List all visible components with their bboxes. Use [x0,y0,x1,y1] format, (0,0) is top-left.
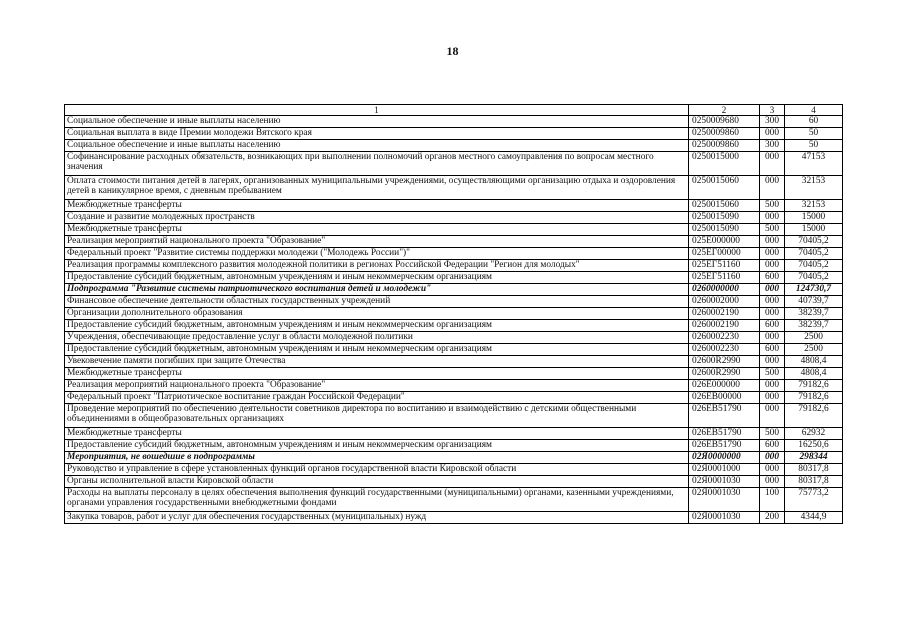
header-cell-code: 2 [689,105,760,116]
row-type-cell: 500 [760,200,785,212]
row-name-cell: Социальное обеспечение и иные выплаты населению [65,116,689,128]
row-sum-cell: 40739,7 [785,296,843,308]
table-row [65,356,843,368]
table-row [65,452,843,464]
table-row [65,428,843,440]
row-code-cell: 0260002190 [689,308,760,320]
row-sum-cell: 70405,2 [785,260,843,272]
row-sum-cell: 70405,2 [785,248,843,260]
row-code-cell: 02Я0001030 [689,488,760,512]
table-row [65,236,843,248]
table-row [65,272,843,284]
row-code-cell: 0250015000 [689,152,760,176]
row-type-cell: 000 [760,404,785,428]
row-code-cell: 02Я0001030 [689,476,760,488]
row-name-cell: Межбюджетные трансферты [65,428,689,440]
row-type-cell: 000 [760,248,785,260]
row-name-cell: Социальная выплата в виде Премии молодежи Вятского края [65,128,689,140]
row-type-cell: 600 [760,272,785,284]
row-sum-cell: 80317,8 [785,476,843,488]
row-type-cell: 000 [760,356,785,368]
row-type-cell: 500 [760,368,785,380]
table-row [65,512,843,524]
row-type-cell: 000 [760,152,785,176]
row-code-cell: 025ЕГ51160 [689,272,760,284]
row-name-cell: Расходы на выплаты персоналу в целях обеспечения выполнения функций государственными (муниципальными) органами, казенными учреждениями, органами управления государственными внебюджетными фондами [65,488,689,512]
row-name-cell: Организации дополнительного образования [65,308,689,320]
row-sum-cell: 50 [785,128,843,140]
row-sum-cell: 298344 [785,452,843,464]
row-sum-cell: 79182,6 [785,380,843,392]
row-name-cell: Реализация мероприятий национального проекта "Образование" [65,236,689,248]
table-row [65,284,843,296]
row-type-cell: 000 [760,332,785,344]
row-sum-cell: 2500 [785,344,843,356]
row-sum-cell: 38239,7 [785,320,843,332]
row-name-cell: Федеральный проект "Развитие системы поддержки молодежи ("Молодежь России")" [65,248,689,260]
row-name-cell: Органы исполнительной власти Кировской области [65,476,689,488]
row-sum-cell: 70405,2 [785,236,843,248]
row-code-cell: 0250009860 [689,140,760,152]
row-sum-cell: 47153 [785,152,843,176]
row-sum-cell: 4808,4 [785,356,843,368]
row-sum-cell: 15000 [785,224,843,236]
row-sum-cell: 70405,2 [785,272,843,284]
table-row [65,488,843,512]
row-code-cell: 026EB51790 [689,440,760,452]
row-type-cell: 300 [760,116,785,128]
table-row [65,380,843,392]
row-type-cell: 500 [760,224,785,236]
row-code-cell: 0260000000 [689,284,760,296]
table-row [65,248,843,260]
row-code-cell: 02600R2990 [689,356,760,368]
row-sum-cell: 32153 [785,200,843,212]
page-number: 18 [446,44,459,58]
row-type-cell: 500 [760,428,785,440]
table-row [65,116,843,128]
table-row [65,332,843,344]
row-name-cell: Предоставление субсидий бюджетным, автономным учреждениям и иным некоммерческим организациям [65,320,689,332]
row-type-cell: 000 [760,236,785,248]
row-sum-cell: 4344,9 [785,512,843,524]
row-code-cell: 026EB51790 [689,404,760,428]
row-sum-cell: 60 [785,116,843,128]
table-row [65,344,843,356]
table-row [65,404,843,428]
table-row [65,224,843,236]
row-code-cell: 0250015060 [689,200,760,212]
header-cell-type: 3 [760,105,785,116]
row-type-cell: 000 [760,296,785,308]
row-code-cell: 0260002000 [689,296,760,308]
row-code-cell: 0260002230 [689,344,760,356]
table-header-row [65,105,843,116]
row-sum-cell: 79182,6 [785,392,843,404]
table-row [65,200,843,212]
row-name-cell: Проведение мероприятий по обеспечению деятельности советников директора по воспитанию и взаимодействию с детскими общественными объединениями в общеобразовательных организациях [65,404,689,428]
row-sum-cell: 4808,4 [785,368,843,380]
row-sum-cell: 38239,7 [785,308,843,320]
row-sum-cell: 124730,7 [785,284,843,296]
row-name-cell: Финансовое обеспечение деятельности областных государственных учреждений [65,296,689,308]
row-sum-cell: 62932 [785,428,843,440]
row-type-cell: 000 [760,212,785,224]
row-name-cell: Межбюджетные трансферты [65,224,689,236]
row-type-cell: 000 [760,128,785,140]
table-row [65,296,843,308]
header-cell-name: 1 [65,105,689,116]
row-code-cell: 0250009860 [689,128,760,140]
row-code-cell: 0250009680 [689,116,760,128]
row-code-cell: 026EB51790 [689,428,760,440]
row-type-cell: 600 [760,320,785,332]
row-code-cell: 02600R2990 [689,368,760,380]
row-type-cell: 000 [760,452,785,464]
row-code-cell: 025ЕГ00000 [689,248,760,260]
row-type-cell: 000 [760,464,785,476]
row-name-cell: Федеральный проект "Патриотическое воспитание граждан Российской Федерации" [65,392,689,404]
row-code-cell: 02Я0001030 [689,512,760,524]
row-name-cell: Предоставление субсидий бюджетным, автономным учреждениям и иным некоммерческим организациям [65,440,689,452]
row-name-cell: Реализация мероприятий национального проекта "Образование" [65,380,689,392]
row-type-cell: 000 [760,392,785,404]
row-type-cell: 000 [760,284,785,296]
table-row [65,260,843,272]
table-row [65,152,843,176]
row-name-cell: Учреждения, обеспечивающие предоставление услуг в области молодежной политики [65,332,689,344]
row-name-cell: Мероприятия, не вошедшие в подпрограммы [65,452,689,464]
table-row [65,440,843,452]
row-sum-cell: 80317,8 [785,464,843,476]
row-code-cell: 025ЕГ51160 [689,260,760,272]
row-name-cell: Межбюджетные трансферты [65,200,689,212]
row-name-cell: Увековечение памяти погибших при защите Отечества [65,356,689,368]
row-type-cell: 000 [760,380,785,392]
row-code-cell: 026E000000 [689,380,760,392]
table-row [65,128,843,140]
row-type-cell: 300 [760,140,785,152]
row-sum-cell: 16250,6 [785,440,843,452]
row-name-cell: Руководство и управление в сфере установленных функций органов государственной власти Кировской области [65,464,689,476]
row-type-cell: 100 [760,488,785,512]
row-sum-cell: 50 [785,140,843,152]
row-type-cell: 600 [760,344,785,356]
row-code-cell: 026EB00000 [689,392,760,404]
row-type-cell: 000 [760,176,785,200]
table-row [65,476,843,488]
row-code-cell: 0260002230 [689,332,760,344]
row-code-cell: 025E000000 [689,236,760,248]
budget-table [64,104,843,524]
row-code-cell: 0250015090 [689,224,760,236]
row-type-cell: 000 [760,476,785,488]
row-sum-cell: 79182,6 [785,404,843,428]
row-sum-cell: 2500 [785,332,843,344]
row-name-cell: Предоставление субсидий бюджетным, автономным учреждениям и иным некоммерческим организациям [65,344,689,356]
header-cell-sum: 4 [785,105,843,116]
row-name-cell: Создание и развитие молодежных пространств [65,212,689,224]
row-name-cell: Закупка товаров, работ и услуг для обеспечения государственных (муниципальных) нужд [65,512,689,524]
row-type-cell: 200 [760,512,785,524]
row-name-cell: Межбюджетные трансферты [65,368,689,380]
table-row [65,392,843,404]
table-row [65,308,843,320]
row-sum-cell: 75773,2 [785,488,843,512]
row-sum-cell: 15000 [785,212,843,224]
row-code-cell: 0250015060 [689,176,760,200]
row-name-cell: Софинансирование расходных обязательств, возникающих при выполнении полномочий органов местного самоуправления по вопросам местного значения [65,152,689,176]
row-name-cell: Подпрограмма "Развитие системы патриотического воспитания детей и молодежи" [65,284,689,296]
row-name-cell: Реализация программы комплексного развития молодежной политики в регионах Российской Федерации "Регион для молодых" [65,260,689,272]
table-row [65,176,843,200]
row-type-cell: 000 [760,308,785,320]
table-row [65,368,843,380]
row-name-cell: Оплата стоимости питания детей в лагерях, организованных муниципальными учреждениями, осуществляющими организацию отдыха и оздоровления детей в каникулярное время, с дневным пребыванием [65,176,689,200]
row-code-cell: 0260002190 [689,320,760,332]
row-sum-cell: 32153 [785,176,843,200]
row-type-cell: 000 [760,260,785,272]
table-row [65,320,843,332]
table-row [65,464,843,476]
row-code-cell: 02Я0001000 [689,464,760,476]
table-row [65,140,843,152]
row-code-cell: 02Я0000000 [689,452,760,464]
row-name-cell: Социальное обеспечение и иные выплаты населению [65,140,689,152]
table-row [65,212,843,224]
row-type-cell: 600 [760,440,785,452]
row-name-cell: Предоставление субсидий бюджетным, автономным учреждениям и иным некоммерческим организациям [65,272,689,284]
row-code-cell: 0250015090 [689,212,760,224]
